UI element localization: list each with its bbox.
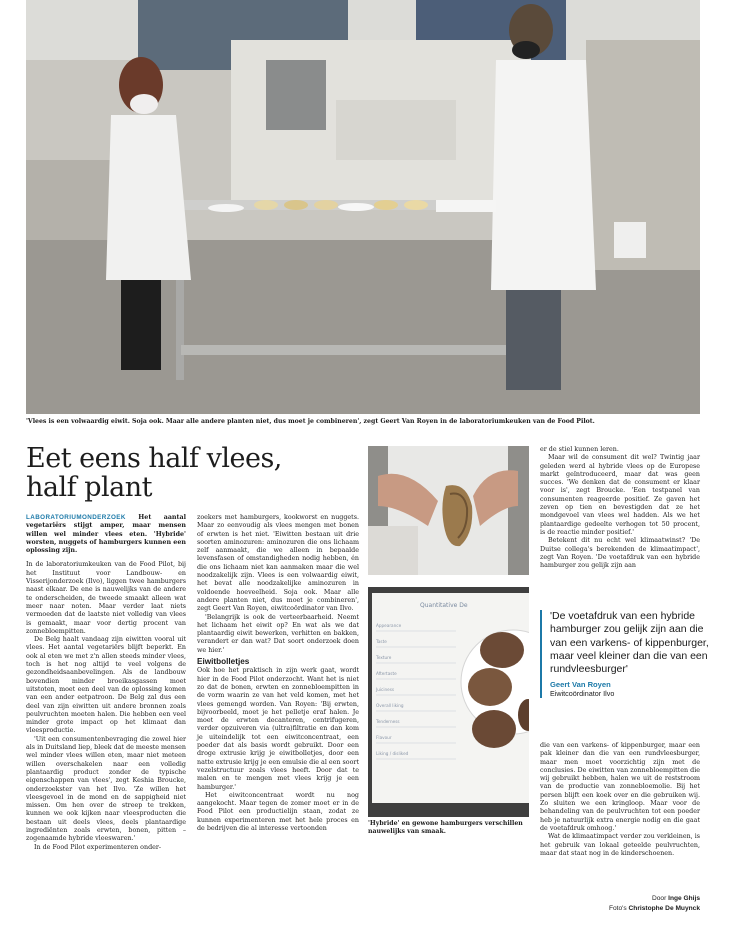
sheet-row-label: Juiciness (376, 687, 395, 692)
article-column-3-top (540, 446, 700, 570)
body-paragraph: Het eiwitconcentraat wordt nu nog aangekocht. Maar tegen de zomer moet er in de Food Pilot een productielijn staan, zodat ze kunnen experimenteren met het hele proces en de bedrijven die al interesse vertoonden (197, 791, 359, 832)
article-column-1 (26, 514, 186, 852)
hero-photo (26, 0, 700, 414)
body-paragraph: Betekent dit nu echt wel klimaatwinst? 'De Duitse collega's berekenden de klimaatimpact', zegt Van Royen. 'De voetafdruk van een hybride hamburger zou gelijk zijn aan (540, 537, 700, 570)
sheet-row-label: Appearance (376, 623, 402, 628)
burger-hands-photo (368, 446, 529, 575)
photo-credit: Foto's Christophe De Muynck (608, 905, 700, 912)
body-paragraph: Maar wil de consument dit wel? Twintig jaar geleden werd al hybride vlees op de Europese markt geïntroduceerd, maar dat was geen succes. 'We denken dat de consument er klaar voor is', zegt Broucke. 'Een testpanel van consumenten reageerde positief. Ze gaven het zeven op tien en bevestigden dat ze het mondgevoel van vlees wel hadden. Als we het plantaardige gedeelte verhogen tot 50 procent, is de reactie minder positief.' (540, 454, 700, 536)
sheet-row-label: Aftertaste (376, 671, 397, 676)
sheet-row-label: Taste (376, 639, 387, 644)
body-paragraph: er de stiel kunnen leren. (540, 446, 619, 453)
body-paragraph: 'Belangrijk is ook de verteerbaarheid. Neemt het lichaam het eiwit op? En wat als we dat plantaardig eiwit bewerken, verhitten en bakken, verandert er dan wat? Dat soort onderzoek doen we hier.' (197, 613, 359, 654)
pull-quote (540, 610, 710, 698)
sheet-row-label: Tenderness (376, 719, 400, 724)
body-paragraph: 'Uit een consumentenbevraging die zowel hier als in Duitsland liep, bleek dat de meeste mensen wel minder vlees willen eten, maar niet meteen willen overschakelen naar een volledig plantaardig product zonder de typische eigenschappen van vlees', zegt Keshia Broucke, onderzoekster van het Ilvo. 'Ze willen het vleesgevoel in de mond en de sappigheid niet missen. Om hen over de streep te trekken, kunnen we ook kijken naar vleesproducten die bestaan uit deels vlees, deels plantaardige ingrediënten zoals erwten, bonen, pitten – zogenaamde hybride vleeswaren.' (26, 735, 186, 843)
body-paragraph: Wat de klimaatimpact verder zou verkleinen, is het gebruik van lokaal geteelde peulvruchten, maar dat staat nog in de kinderschoenen. (540, 833, 700, 857)
article-column-3-bottom (540, 742, 700, 858)
pull-quote-text: 'De voetafdruk van een hybride hamburger zou gelijk zijn aan die van een varkens- of kippenburger, maar veel kleiner dan die van een rundvleesburger' (550, 610, 709, 676)
article-column-2 (197, 514, 359, 833)
lead-text: Het aantal vegetariërs stijgt amper, maar mensen willen wel minder vlees eten. 'Hybride' worsten, nuggets of hamburgers kunnen een oplossing zijn. (26, 514, 186, 555)
body-paragraph: zoekers met hamburgers, kookworst en nuggets. Maar zo eenvoudig als vlees mengen met bonen of erwten is het niet. 'Eiwitten bestaan uit drie soorten aminozuren: aminozuren die ons lichaam zelf aanmaakt, die we alleen in bepaalde levensfasen of omstandigheden nodig hebben, én die ons lichaam niet kan aanmaken maar die wel noodzakelijk zijn. Vlees is een volwaardig eiwit, het bevat alle noodzakelijke aminozuren in voldoende hoeveelheid. Soja ook. Maar alle andere planten niet, dus moet je combineren', zegt Geert Van Royen, eiwitcoördinator van Ilvo. (197, 514, 359, 613)
photographer-name: Christophe De Muynck (628, 905, 700, 912)
subheading: Eiwitbolletjes (197, 657, 250, 667)
body-paragraph: De Belg haalt vandaag zijn eiwitten vooral uit vlees. Het aantal vegetariërs blijft beperkt. En ook al eten we met z'n allen steeds minder vlees, toch is het nog altijd te veel volgens de gezondheidsaanbevelingen. Als de landbouw bovendien minder broeikasgassen moet uitstoten, moet een deel van de oplossing komen van een ander eetpatroon. De Belg zal dus een deel van zijn eiwitten uit andere bronnen zoals peulvruchten moeten halen. Die hebben een veel minder grote impact op het klimaat dan vleesproductie. (26, 636, 186, 735)
hero-caption: 'Vlees is een volwaardig eiwit. Soja ook. Maar alle andere planten niet, dus moet je combineren', zegt Geert Van Royen in de laboratoriumkeuken van de Food Pilot. (26, 418, 595, 425)
sheet-row-label: Liking / disliked (376, 751, 409, 756)
body-paragraph: In de laboratoriumkeuken van de Food Pilot, bij het Instituut voor Landbouw- en Visserijonderzoek (Ilvo), liggen twee hamburgers naast elkaar. De ene is nauwelijks van de andere te onderscheiden, de tweede smaakt alleen wat meer naar noten. Maar verder laat niets vermoeden dat de laatste niet volledig van vlees is gemaakt, maar voor dertig procent van zonnebloempitten. (26, 561, 186, 635)
body-paragraph: Ook hoe het praktisch in zijn werk gaat, wordt hier in de Food Pilot onderzocht. Want het is niet zo dat de bonen, erwten en zonnebloempitten in de vorm waarin ze van het veld komen, met het vlees gemengd worden. Van Royen: 'Bij erwten, bijvoorbeeld, moet je het pelletje eraf halen. Je moet de erwten decanteren, centrifugeren, verder opzuiveren via (ultra)filtratie en dan kom je uiteindelijk tot een eiwitconcentraat, een poeder dat als basis wordt gebruikt. Door een droge extrusie krijg je eiwitbolletjes, door een natte extrusie krijg je een emulsie die al een soort vezelstructuur zoals vlees heeft. Door dat te malen en te mengen met vlees krijg je een hamburger.' (197, 667, 359, 791)
body-paragraph: die van een varkens- of kippenburger, maar een pak kleiner dan die van een rundvleesburger, maar men moet voorzichtig zijn met de conclusies. De eiwitten van zonnebloempitten die wij gebruikt hebben, halen we uit de reststroom van de productie van zonnebloemolie. Bij het persen blijft een koek over en die gebruiken wij. Zo sluiten we een kringloop. Maar voor de behandeling van de peulvruchten tot een poeder heb je natuurlijk extra energie nodig en die gaat de voetafdruk omhoog.' (540, 742, 700, 832)
pull-quote-role: Eiwitcoördinator Ilvo (550, 689, 615, 699)
lead-paragraph (26, 514, 186, 555)
sheet-title: Quantitative De (420, 602, 468, 609)
kicker: LABORATORIUMONDERZOEK (26, 514, 126, 521)
credits (540, 894, 700, 914)
tasting-sheet-illustration (368, 587, 529, 817)
headline-line-2: half plant (26, 472, 152, 503)
headline-line-1: Eet eens half vlees, (26, 443, 282, 474)
sheet-row-label: Texture (376, 655, 392, 660)
pull-quote-name: Geert Van Royen (550, 680, 611, 690)
hands-illustration (368, 446, 529, 575)
sheet-row-label: Overall liking (376, 703, 404, 708)
body-paragraph: In de Food Pilot experimenteren onder- (34, 843, 162, 851)
photo-caption: 'Hybride' en gewone hamburgers verschillen nauwelijks van smaak. (368, 820, 523, 835)
headline (26, 444, 356, 502)
sheet-row-label: Flavour (376, 735, 392, 740)
lab-kitchen-illustration (26, 0, 700, 414)
author-credit: Door Inge Ghijs (651, 895, 700, 902)
tasting-sheet-photo (368, 587, 529, 817)
author-name: Inge Ghijs (668, 895, 700, 902)
